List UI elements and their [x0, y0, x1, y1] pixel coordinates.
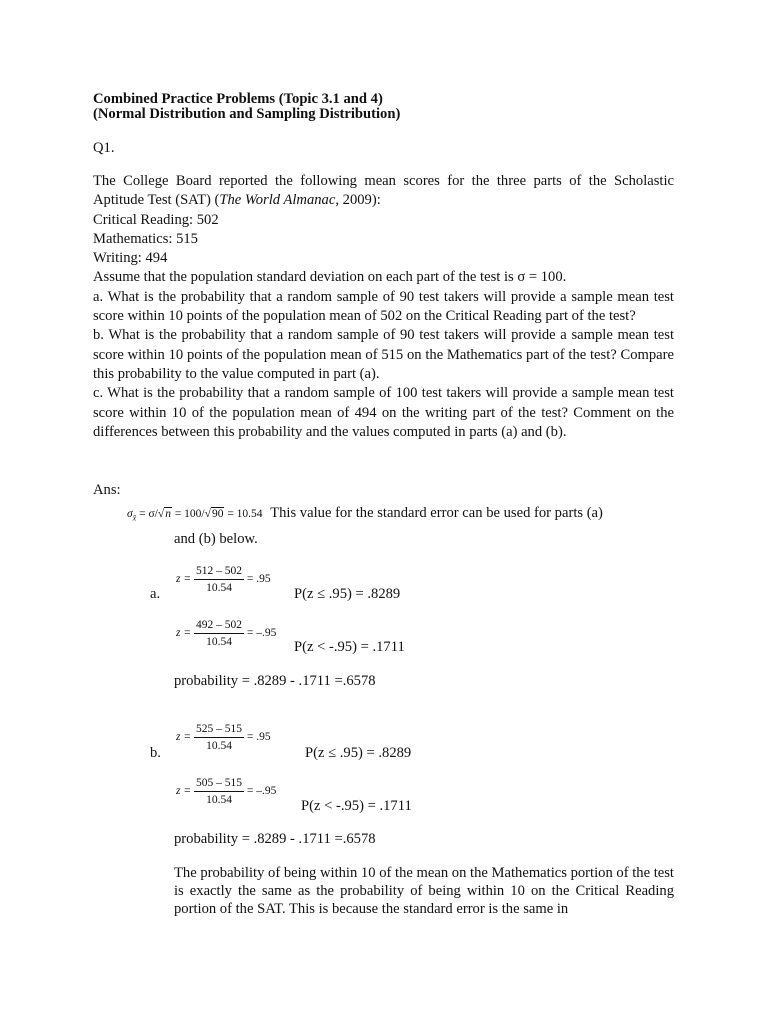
part-b-z1-formula: z = $\frac{525 - 515}{10.54}$ = .95	[176, 723, 271, 752]
document-title-line2: (Normal Distribution and Sampling Distribution)	[93, 106, 401, 122]
part-b-p1: P(z ≤ .95) = .8289	[305, 745, 412, 761]
part-b-z2-formula: z = $\frac{505 - 515}{10.54}$ = –.95	[176, 777, 277, 806]
part-a-p2: P(z < -.95) = .1711	[294, 639, 405, 655]
score-writing: Writing: 494	[93, 250, 168, 267]
question-label: Q1.	[93, 140, 115, 156]
part-b-p2: P(z < -.95) = .1711	[301, 798, 412, 814]
standard-error-note: This value for the standard error can be used for parts (a)	[270, 505, 603, 521]
question-body	[93, 172, 674, 442]
part-a-z1-formula: z = $\frac{512 - 502}{10.54}$ = .95	[176, 565, 271, 594]
standard-error-note-line2: and (b) below.	[174, 531, 258, 547]
part-c-question: c. What is the probability that a random sample of 100 test takers will provide a sample mean test score within 10 of the population mean of 494 on the writing part of the test? Comment on the differences between this probability and the values computed in parts (a) and (b).	[93, 385, 674, 440]
part-a-label: a.	[150, 586, 161, 602]
part-b-explanation: The probability of being within 10 of the mean on the Mathematics portion of the test is exactly the same as the probability of being within 10 on the Critical Reading portion of the SAT. This is because the standard error is the same in	[174, 865, 674, 917]
part-b-probability: probability = .8289 - .1711 =.6578	[174, 831, 376, 847]
answer-label: Ans:	[93, 482, 121, 498]
question-intro: The College Board reported the following mean scores for the three parts of the Scholastic Aptitude Test (SAT) (The World Almanac, 2009):	[93, 173, 674, 209]
part-a-question: a. What is the probability that a random sample of 90 test takers will provide a sample mean test score within 10 points of the population mean of 502 on the Critical Reading part of the test?	[93, 288, 674, 325]
part-b-question: b. What is the probability that a random sample of 90 test takers will provide a sample mean test score within 10 points of the population mean of 515 on the Mathematics part of the test? Compare this probability to the value computed in part (a).	[93, 327, 674, 382]
score-critical-reading: Critical Reading: 502	[93, 211, 219, 228]
part-a-p1: P(z ≤ .95) = .8289	[294, 586, 401, 602]
assumption-text: Assume that the population standard deviation on each part of the test is σ = 100.	[93, 269, 567, 286]
part-a-probability: probability = .8289 - .1711 =.6578	[174, 673, 376, 689]
document-title-line1: Combined Practice Problems (Topic 3.1 and 4)	[93, 91, 383, 107]
source-citation: The World Almanac	[219, 192, 336, 209]
part-a-z2-formula: z = $\frac{492 - 502}{10.54}$ = –.95	[176, 619, 277, 648]
score-mathematics: Mathematics: 515	[93, 230, 198, 247]
standard-error-formula: $\sigma_{x̄} = \sigma/√n = 100/√90 = 10.54$	[127, 508, 263, 523]
standard-error-line	[127, 504, 603, 525]
part-b-label: b.	[150, 745, 161, 761]
